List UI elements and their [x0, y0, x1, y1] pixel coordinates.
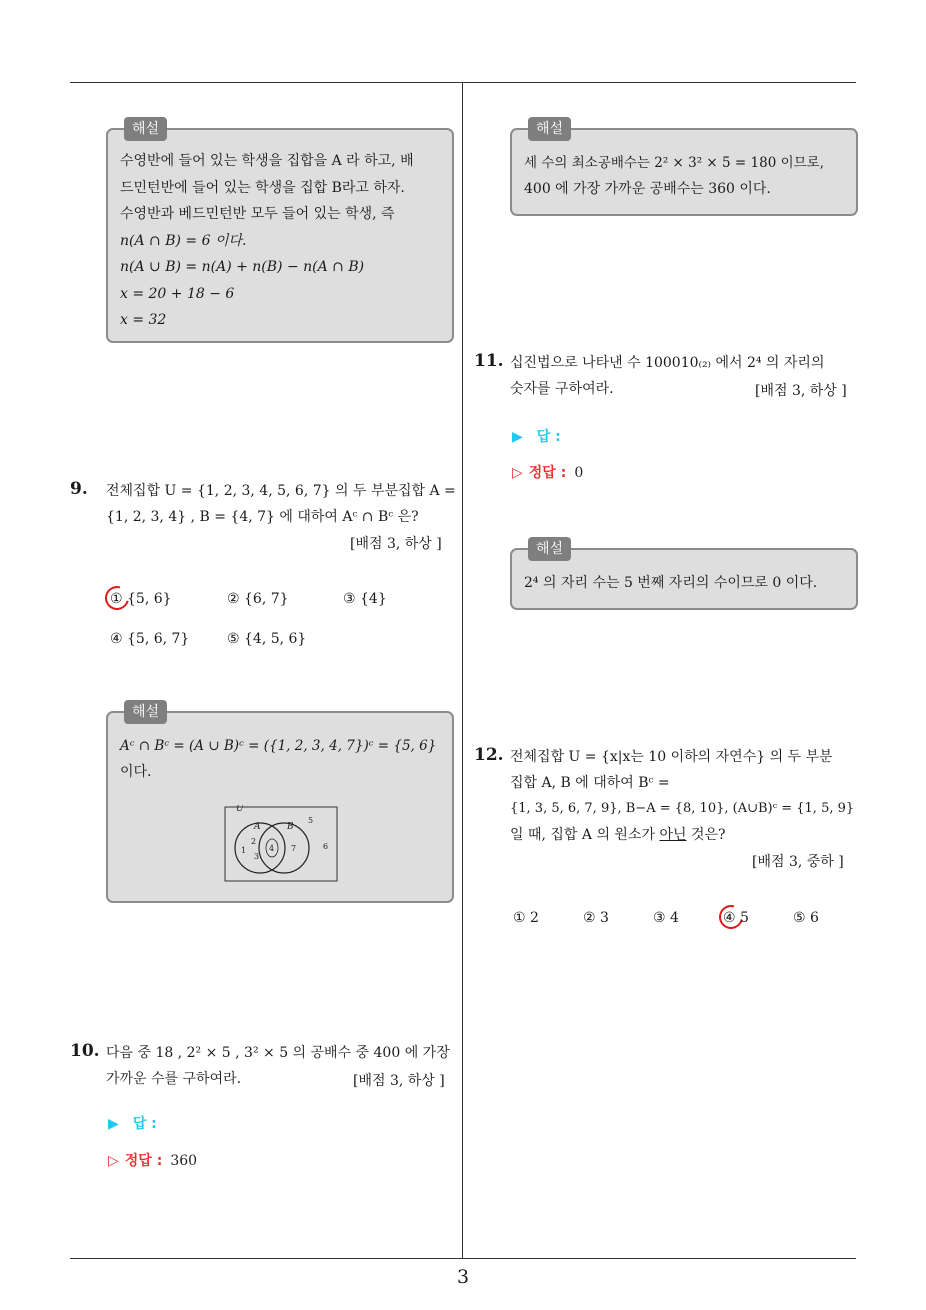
correct-value: 360	[170, 1153, 198, 1169]
question-10-line: 가까운 수를 구하여라.	[106, 1071, 242, 1087]
venn-element: 4	[269, 844, 275, 853]
explanation-tag: 해설	[124, 117, 167, 141]
answer-label: 답 :	[132, 1116, 157, 1132]
answer-row-q10	[108, 1113, 157, 1133]
choice-4[interactable]: ④ {5, 6, 7}	[110, 631, 190, 647]
expl8-line: 드민턴반에 들어 있는 학생을 집합 B라고 하자.	[120, 179, 405, 196]
question-number-12: 12.	[474, 745, 504, 765]
venn-label-a: A	[254, 822, 261, 832]
question-12-line	[510, 822, 860, 848]
choice-3[interactable]: ③ {4}	[343, 591, 387, 607]
expl8-line: n(A ∩ B) = 6 이다.	[120, 232, 247, 249]
correct-row-q11	[512, 462, 583, 482]
question-11-meta: [배점 3, 하상 ]	[755, 383, 847, 399]
question-number-10: 10.	[70, 1041, 100, 1061]
column-divider	[462, 83, 463, 1258]
explanation-box-q10	[510, 121, 858, 216]
venn-element: 6	[323, 842, 329, 851]
venn-diagram	[224, 805, 340, 883]
correct-row-q10	[108, 1150, 197, 1170]
expl8-line: x = 32	[120, 312, 167, 328]
explanation-tag: 해설	[528, 117, 571, 141]
expl10-line: 세 수의 최소공배수는 2² × 3² × 5 = 180 이므로,	[524, 155, 824, 171]
venn-element: 1	[241, 846, 247, 855]
venn-label-u: U	[236, 805, 244, 814]
choice-3[interactable]: ③ 4	[653, 910, 679, 926]
expl8-line: 수영반과 베드민턴반 모두 들어 있는 학생, 즉	[120, 206, 395, 222]
explanation-tag: 해설	[124, 700, 167, 724]
question-12-text-part: 일 때, 집합 A 의 원소가	[510, 827, 660, 843]
choice-1[interactable]: ① 2	[513, 910, 539, 926]
choice-2[interactable]: ② {6, 7}	[227, 591, 289, 607]
explanation-box-q9	[106, 704, 454, 903]
bottom-rule	[70, 1258, 856, 1259]
question-12-underlined: 아닌	[659, 827, 687, 843]
correct-label: 정답 :	[528, 465, 567, 481]
correct-value: 0	[574, 465, 584, 481]
correct-label: 정답 :	[124, 1153, 163, 1169]
answer-label: 답 :	[536, 429, 561, 445]
question-number-11: 11.	[474, 351, 504, 371]
expl11-line: 2⁴ 의 자리 수는 5 번째 자리의 수이므로 0 이다.	[524, 575, 818, 591]
correct-arrow-icon: ▷	[108, 1153, 119, 1169]
expl10-line: 400 에 가장 가까운 공배수는 360 이다.	[524, 181, 771, 197]
top-rule	[70, 82, 856, 83]
explanation-tag: 해설	[528, 537, 571, 561]
question-number-9: 9.	[70, 479, 88, 499]
expl8-line: 수영반에 들어 있는 학생을 집합을 A 라 하고, 배	[120, 153, 414, 169]
explanation-box-q8	[106, 121, 454, 343]
choice-5[interactable]: ⑤ {4, 5, 6}	[227, 631, 307, 647]
venn-universe-rect	[225, 807, 337, 881]
question-11-line: 숫자를 구하여라.	[510, 381, 614, 397]
question-9-meta: [배점 3, 하상 ]	[350, 536, 442, 552]
venn-element: 5	[308, 816, 314, 825]
venn-label-b: B	[287, 822, 294, 832]
question-12-line: 집합 A, B 에 대하여 Bᶜ =	[510, 775, 670, 791]
expl9-line: 이다.	[120, 764, 152, 780]
venn-element: 7	[291, 844, 297, 853]
choice-1[interactable]: ① {5, 6}	[110, 591, 172, 607]
question-10-meta: [배점 3, 하상 ]	[353, 1073, 445, 1089]
choice-2[interactable]: ② 3	[583, 910, 609, 926]
question-9-line: 전체집합 U = {1, 2, 3, 4, 5, 6, 7} 의 두 부분집합 A =	[106, 483, 456, 499]
venn-element: 3	[254, 852, 260, 861]
question-12-text-part: 것은?	[686, 827, 726, 843]
explanation-box-q11	[510, 541, 858, 610]
choice-4[interactable]: ④ 5	[723, 910, 749, 926]
venn-element: 2	[251, 837, 257, 846]
correct-arrow-icon: ▷	[512, 465, 523, 481]
answer-arrow-icon: ▶	[512, 429, 523, 445]
venn-circle-b	[259, 823, 309, 873]
question-9-text	[106, 478, 456, 530]
answer-row-q11	[512, 426, 561, 446]
question-12-meta: [배점 3, 중하 ]	[752, 854, 844, 870]
page-number: 3	[456, 1266, 470, 1288]
question-12-line: {1, 3, 5, 6, 7, 9}, B−A = {8, 10}, (A∪B)ᶜ = {1, 5, 9}	[510, 801, 855, 816]
choice-5[interactable]: ⑤ 6	[793, 910, 819, 926]
expl9-line: Aᶜ ∩ Bᶜ = (A ∪ B)ᶜ = ({1, 2, 3, 4, 7})ᶜ = {5, 6}	[120, 738, 437, 754]
question-12-line: 전체집합 U = {x|x는 10 이하의 자연수} 의 두 부분	[510, 749, 833, 765]
question-12-text	[510, 744, 860, 848]
answer-arrow-icon: ▶	[108, 1116, 119, 1132]
expl8-line: x = 20 + 18 − 6	[120, 285, 235, 302]
question-11-line: 십진법으로 나타낸 수 100010₍₂₎ 에서 2⁴ 의 자리의	[510, 355, 825, 371]
expl8-line: n(A ∪ B) = n(A) + n(B) − n(A ∩ B)	[120, 259, 365, 275]
question-9-line: {1, 2, 3, 4} , B = {4, 7} 에 대하여 Aᶜ ∩ Bᶜ 은?	[106, 509, 419, 525]
question-10-line: 다음 중 18 , 2² × 5 , 3² × 5 의 공배수 중 400 에 가장	[106, 1045, 450, 1061]
